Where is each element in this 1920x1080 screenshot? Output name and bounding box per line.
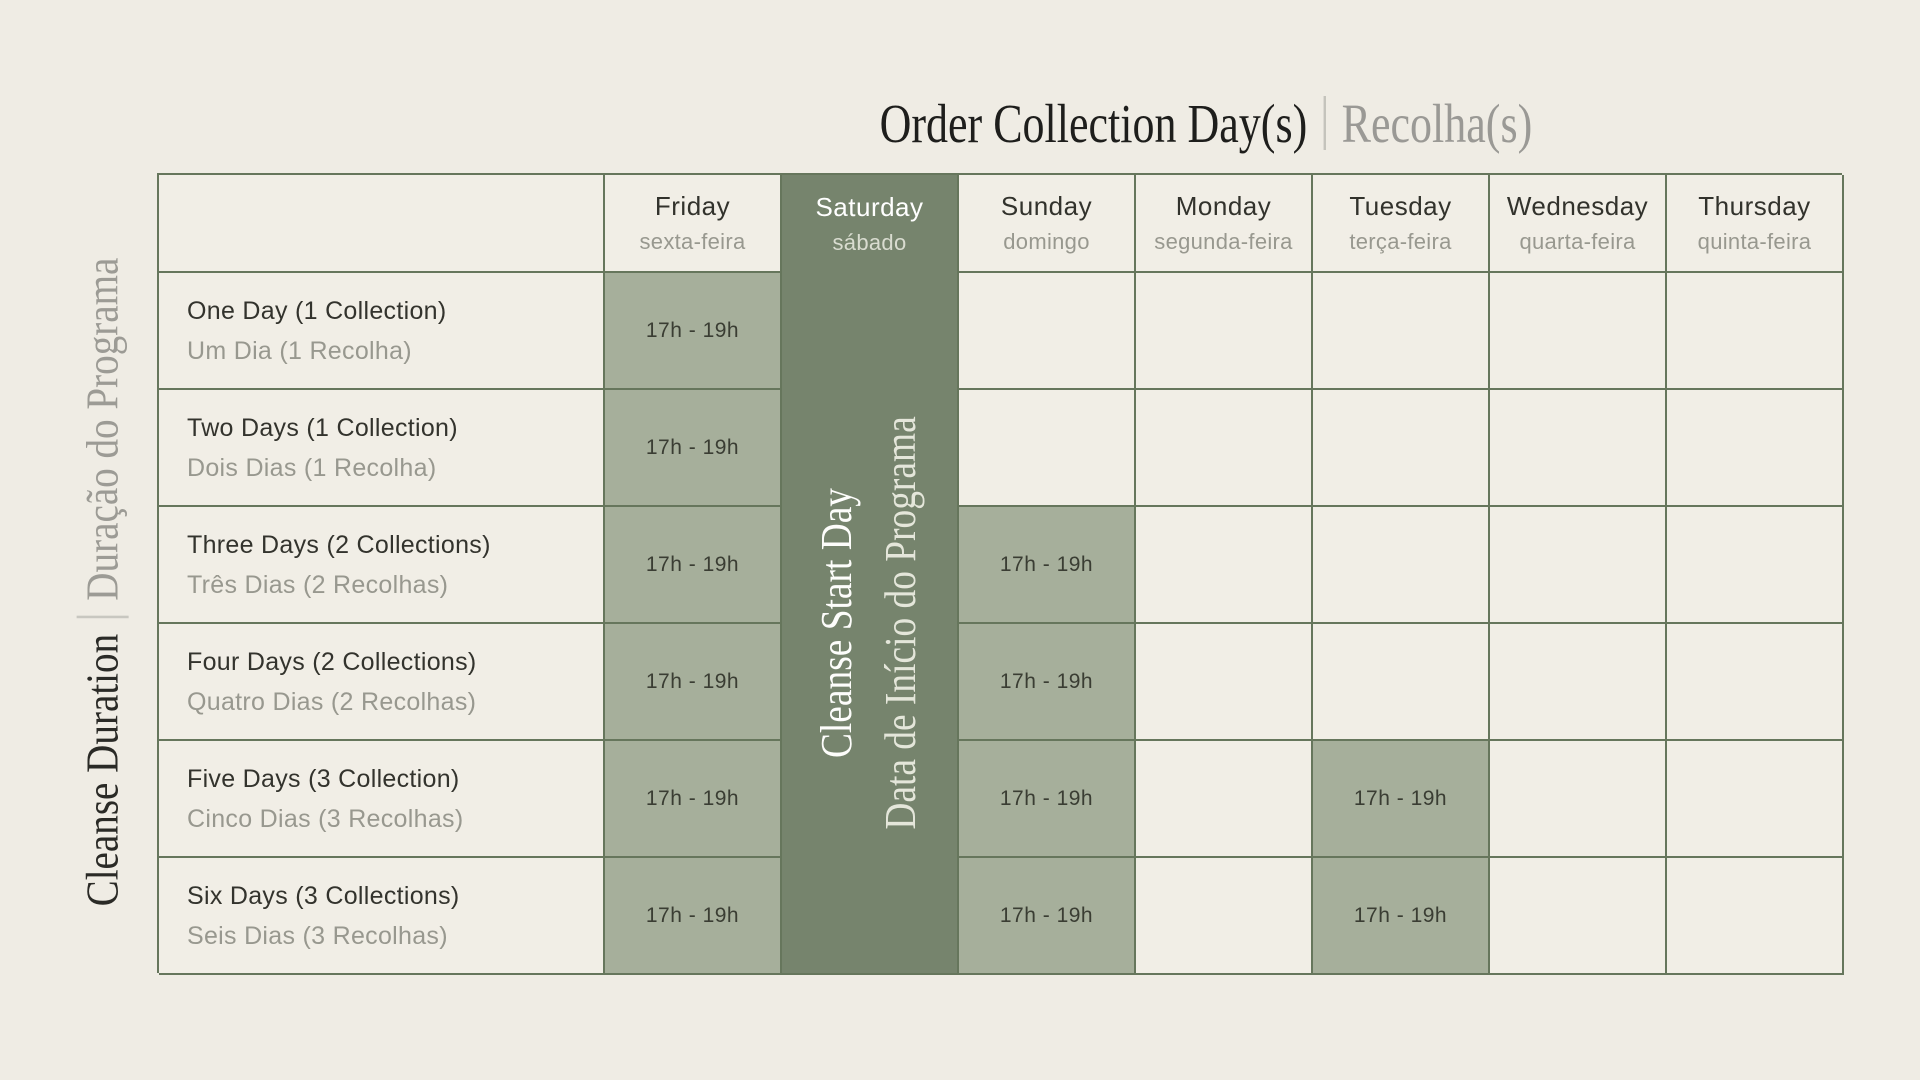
day-name-portuguese: sexta-feira [639,228,746,254]
slot-two-days-thursday [1667,390,1844,507]
day-name: Wednesday [1506,191,1649,222]
slot-six-days-thursday [1667,858,1844,975]
row-label-en: Four Days (2 Collections) [187,647,477,676]
day-name: Monday [1175,191,1272,222]
day-name-portuguese: domingo [1003,228,1090,254]
slot-four-days-sunday: 17h - 19h [959,624,1136,741]
row-label-pt: Dois Dias (1 Recolha) [187,453,437,482]
day-name: Saturday [815,192,924,223]
title-portuguese: Recolha(s) [1341,92,1533,154]
slot-two-days-tuesday [1313,390,1490,507]
column-header-sunday [959,175,1136,273]
slot-four-days-tuesday [1313,624,1490,741]
slot-one-day-tuesday [1313,273,1490,390]
row-label-two-days [159,390,605,507]
slot-one-day-thursday [1667,273,1844,390]
row-label-five-days [159,741,605,858]
schedule-table [157,173,1842,973]
column-header-monday [1136,175,1313,273]
slot-five-days-tuesday: 17h - 19h [1313,741,1490,858]
left-axis-divider [77,616,129,619]
slot-four-days-monday [1136,624,1313,741]
slot-four-days-thursday [1667,624,1844,741]
page-title [587,86,1825,160]
slot-three-days-friday: 17h - 19h [605,507,782,624]
start-day-label-area [782,273,957,973]
slot-five-days-monday [1136,741,1313,858]
start-day-label-pt: Data de Início do Programa [876,416,926,830]
slot-two-days-sunday [959,390,1136,507]
slot-three-days-wednesday [1490,507,1667,624]
slot-one-day-sunday [959,273,1136,390]
slot-five-days-wednesday [1490,741,1667,858]
day-name: Thursday [1698,191,1811,222]
row-label-one-day [159,273,605,390]
column-header-tuesday [1313,175,1490,273]
slot-six-days-tuesday: 17h - 19h [1313,858,1490,975]
day-name: Tuesday [1349,191,1452,222]
column-header-wednesday [1490,175,1667,273]
slot-five-days-friday: 17h - 19h [605,741,782,858]
start-day-label-en: Cleanse Start Day [812,487,862,759]
title-divider [1323,96,1325,150]
row-label-pt: Três Dias (2 Recolhas) [187,570,449,599]
cleanse-start-day-label [812,416,926,830]
row-label-three-days [159,507,605,624]
saturday-start-day-column [782,175,959,975]
row-label-pt: Seis Dias (3 Recolhas) [187,921,448,950]
slot-four-days-friday: 17h - 19h [605,624,782,741]
row-label-six-days [159,858,605,975]
page-title-inner [879,92,1533,154]
row-label-en: One Day (1 Collection) [187,296,447,325]
slot-three-days-thursday [1667,507,1844,624]
slot-two-days-friday: 17h - 19h [605,390,782,507]
corner-cell [159,175,605,273]
title-english: Order Collection Day(s) [879,92,1308,154]
day-name-portuguese: sábado [832,229,907,255]
row-label-en: Two Days (1 Collection) [187,413,458,442]
column-header-friday [605,175,782,273]
day-name-portuguese: quarta-feira [1519,228,1636,254]
column-header-thursday [1667,175,1844,273]
row-label-pt: Quatro Dias (2 Recolhas) [187,687,477,716]
row-label-pt: Cinco Dias (3 Recolhas) [187,804,464,833]
left-axis-portuguese: Duração do Programa [77,257,129,601]
slot-six-days-monday [1136,858,1313,975]
slot-two-days-monday [1136,390,1313,507]
slot-four-days-wednesday [1490,624,1667,741]
row-label-en: Three Days (2 Collections) [187,530,491,559]
left-axis-label-inner [77,258,129,907]
slot-one-day-friday: 17h - 19h [605,273,782,390]
slot-three-days-tuesday [1313,507,1490,624]
slot-five-days-sunday: 17h - 19h [959,741,1136,858]
row-label-en: Five Days (3 Collection) [187,764,460,793]
row-label-en: Six Days (3 Collections) [187,881,460,910]
slot-six-days-wednesday [1490,858,1667,975]
slot-two-days-wednesday [1490,390,1667,507]
day-name: Friday [654,191,731,222]
slot-three-days-monday [1136,507,1313,624]
day-name-portuguese: terça-feira [1349,228,1452,254]
slot-five-days-thursday [1667,741,1844,858]
left-axis-english: Cleanse Duration [77,633,129,907]
slot-six-days-sunday: 17h - 19h [959,858,1136,975]
day-name-portuguese: quinta-feira [1697,228,1812,254]
day-name-portuguese: segunda-feira [1154,228,1293,254]
day-name: Sunday [1000,191,1093,222]
slot-six-days-friday: 17h - 19h [605,858,782,975]
slot-one-day-monday [1136,273,1313,390]
slot-one-day-wednesday [1490,273,1667,390]
row-label-four-days [159,624,605,741]
column-header-saturday [782,175,957,273]
slot-three-days-sunday: 17h - 19h [959,507,1136,624]
row-label-pt: Um Dia (1 Recolha) [187,336,412,365]
